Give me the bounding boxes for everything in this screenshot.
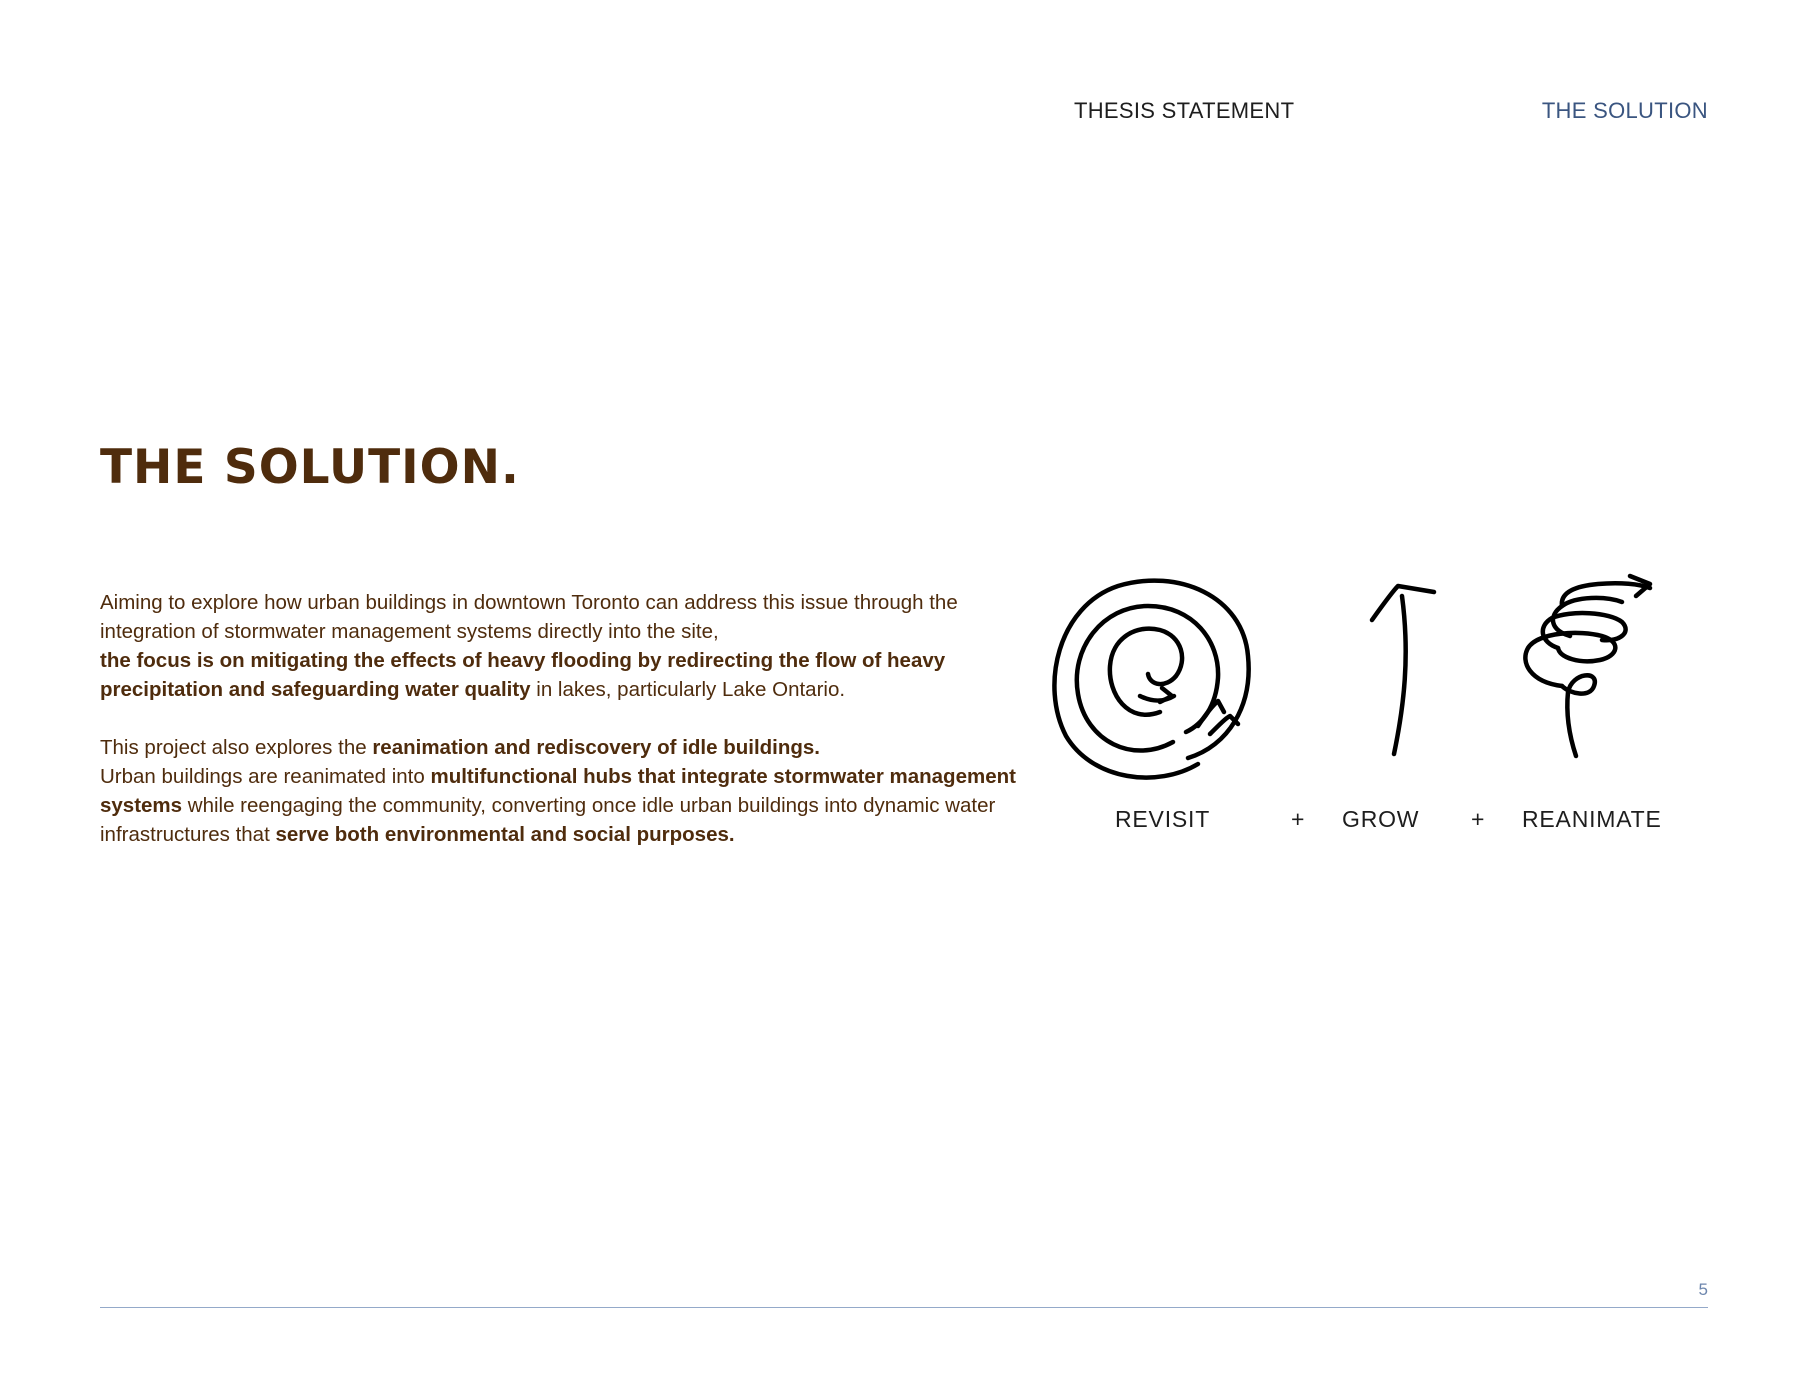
plus-sign: + xyxy=(1291,806,1305,832)
paragraph-2-emphasis-3: serve both environmental and social purposes. xyxy=(275,823,735,846)
paragraph-2-emphasis-2: multifunctional hubs that integrate stormwater management systems xyxy=(100,765,1016,817)
paragraph-1-tail: in lakes, particularly Lake Ontario. xyxy=(530,678,846,701)
paragraph-2 xyxy=(100,733,1020,849)
nav-the-solution[interactable]: THE SOLUTION xyxy=(1541,98,1708,123)
label-grow: GROW xyxy=(1342,806,1420,832)
body-text xyxy=(100,588,1020,849)
paragraph-2-lead: This project also explores the xyxy=(100,736,373,759)
nav-thesis-statement[interactable]: THESIS STATEMENT xyxy=(1074,98,1295,123)
paragraph-2-text-3: while reengaging the community, converting once idle urban buildings into dynamic water infrastructures that xyxy=(100,794,996,846)
page-title: THE SOLUTION. xyxy=(100,440,520,495)
page-number: 5 xyxy=(1698,1280,1708,1299)
paragraph-1 xyxy=(100,588,1020,704)
plus-sign: + xyxy=(1471,806,1485,832)
spiral-arrow-icon xyxy=(1048,566,1260,786)
paragraph-2-text-2: Urban buildings are reanimated into xyxy=(100,765,431,788)
looping-arrow-icon xyxy=(1510,562,1660,762)
paragraph-1-emphasis: the focus is on mitigating the effects of heavy flooding by redirecting the flow of heavy precipitation and safeguarding water quality xyxy=(100,649,946,701)
label-reanimate: REANIMATE xyxy=(1522,806,1662,832)
label-revisit: REVISIT xyxy=(1115,806,1211,832)
up-arrow-icon xyxy=(1358,576,1456,760)
footer-divider xyxy=(100,1307,1708,1308)
paragraph-1-intro: Aiming to explore how urban buildings in downtown Toronto can address this issue through the integration of stormwater management systems directly into the site, xyxy=(100,591,958,643)
paragraph-2-emphasis-1: reanimation and rediscovery of idle buildings. xyxy=(372,736,821,759)
